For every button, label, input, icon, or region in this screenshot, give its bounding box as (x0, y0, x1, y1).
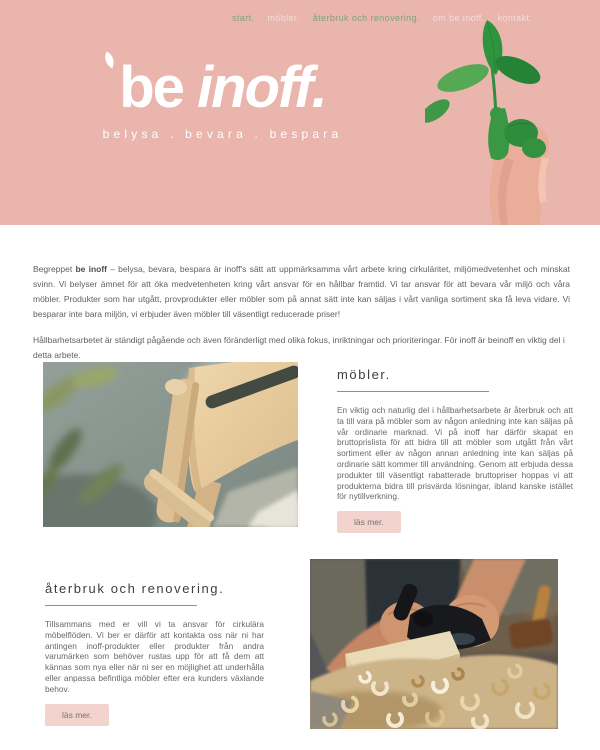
nav-item-om-be-inoff[interactable]: om be inoff. (432, 13, 485, 23)
mobler-section (337, 367, 573, 533)
intro-bold-be-inoff: be inoff (75, 264, 107, 274)
main-nav (232, 13, 532, 23)
aterbruk-las-mer-button[interactable]: läs mer. (45, 704, 109, 726)
mobler-title: möbler. (337, 367, 391, 382)
aterbruk-title-rule (45, 605, 197, 606)
nav-item-aterbruk-och-renovering[interactable]: återbruk och renovering. (312, 13, 420, 23)
aterbruk-title: återbruk och renovering. (45, 581, 225, 596)
nav-item-start[interactable]: start. (232, 13, 255, 23)
logo-wordmark (85, 56, 360, 120)
intro-section (33, 262, 570, 363)
mobler-las-mer-button[interactable]: läs mer. (337, 511, 401, 533)
logo[interactable] (85, 56, 360, 141)
logo-tagline: belysa . bevara . bespara (102, 126, 343, 141)
aterbruk-section (45, 581, 264, 726)
intro-paragraph-2: Hållbarhetsarbetet är ständigt pågående och även föränderligt med olika fokus, inriktningar och prioriteringar. För inoff är beinoff en viktig del i detta arbete. (33, 335, 565, 360)
aterbruk-body-text: Tillsammans med er vill vi ta ansvar för cirkulära möbelflöden. Vi ber er därför att kontakta oss när ni har antingen inoff-produkter eller produkter från andra varumärken som behöver rustas upp för att få dem att kännas som nya eller när ni ser en möjlighet att underhålla eller anpassa befintliga möbler efter era kunders växlande behov. (45, 619, 264, 694)
mobler-body-text: En viktig och naturlig del i hållbarhetsarbete är återbruk och att ta till vara på möbler som av någon anledning inte kan säljas på vår ordinarie marknad. Vi på inoff har därför skapat en bruttoprislista för att bidra till att möbler som utgått från vårt sortiment eller av någon annan anledning inte kan säljas på ordinarie sätt kommer till användning. Genom att erbjuda dessa produkter till väsentligt rabatterade bruttopriser hoppas vi att produkterna bidra till prisvärda lösningar, ibland kanske istället för nytillverkning. (337, 405, 573, 502)
header (0, 0, 600, 225)
nav-item-kontakt[interactable]: kontakt. (497, 13, 533, 23)
hand-holding-plant-photo (425, 15, 600, 225)
intro-paragraph-1: Begreppet be inoff – belysa, bevara, bespara är inoff's sätt att uppmärksamma vårt arbete kring cirkuläritet, miljömedvetenhet och minskat svinn. Vi belyser ämnet för att öka medvetenheten kring vårt ansvar för en hållbar framtid. Vi tar ansvar för att bevara vår miljö och våra möbler. Produkter som har utgått, provprodukter eller möbler som på annat sätt inte kan säljas i vårt vanliga sortiment ska få leva vidare. Vi besparar inte bara miljön, vi erbjuder även möbler till väsentligt reducerade priser! (33, 264, 570, 319)
mobler-title-rule (337, 391, 489, 392)
logo-part-be: be (119, 55, 183, 120)
nav-item-mobler[interactable]: möbler. (267, 13, 300, 23)
logo-part-inoff: inoff. (197, 55, 326, 120)
woodworking-photo (310, 559, 558, 729)
chair-photo (43, 362, 298, 527)
